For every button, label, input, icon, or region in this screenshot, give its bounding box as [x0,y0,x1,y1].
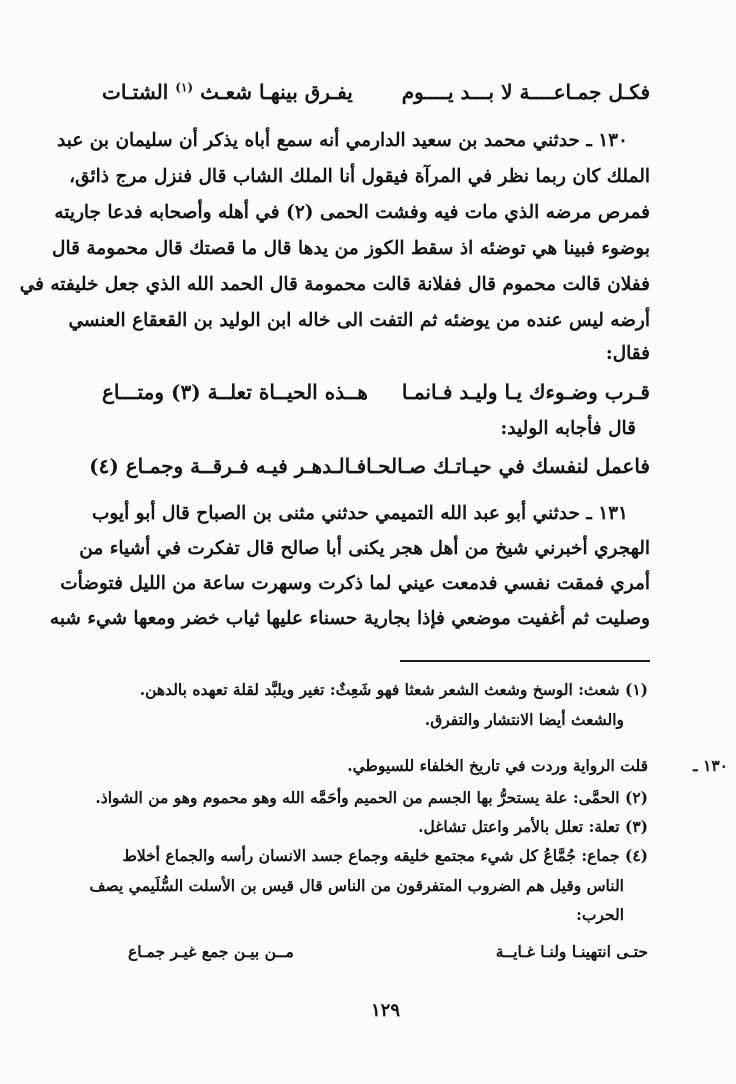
para130-line-7: فقال: [605,343,650,364]
footnote-verse [128,942,648,961]
footnote-verse-right: حتـى انتهينـا ولنـا غـايــة [495,942,648,961]
para130-line-6: أرضه ليس عنده من يوضئه ثم التفت الى خاله ابن الوليد بن القعقاع العنسي [68,310,650,331]
para131-line-4: وصليت ثم أغفيت موضعي فإذا بجارية حسناء عليها ثياب خضر ومعها شيء شبه [49,608,650,629]
top-verse [102,80,650,104]
note-130-label: ١٣٠ ـ [693,756,728,775]
verse2-right: قـرب وضـوءك يـا وليـد فـانمـا [401,380,650,404]
para130-line-2: الملك كان ربما نظر في المرآة فيقول أنا الملك الشاب قال فنزل مرج ذائق، [69,166,650,187]
verse3-left: فـالـدهـر فيـه فـرقــة وجمـاع (٤) [89,454,367,478]
para131-line-3: أمري فمقت نفسي فدمعت عيني لما ذكرت وسهرت ساعة من الليل فتوضأت [60,573,650,594]
footnote-4-line-3: الحرب: [576,905,624,924]
note-130-text: قلت الرواية وردت في تاريخ الخلفاء للسيوطي. [347,756,648,775]
verse2-left: هــذه الحيــاة تعلــة (٣) ومتـــاع [102,380,368,404]
para130-line-3: فمرص مرضه الذي مات فيه وفشت الحمى (٢) في أهله وأصحابه فدعا جاريته [54,202,650,223]
footnote-1-line-1: (١) شعث: الوسخ وشعث الشعر شعثا فهو شَعِثٌ: تغير ويلبَّد لقلة تعهده بالدهن. [139,680,648,699]
top-verse-left [102,80,353,104]
footnote-mark-1: (١) [175,80,194,95]
footnote-1-line-2: والشعث أيضا الانتشار والتفرق. [424,710,624,729]
para131-line-1: ١٣١ ـ حدثني أبو عبد الله التميمي حدثني مثنى بن الصباح قال أبو أيوب [91,503,628,524]
footnote-2: (٢) الحمَّى: علة يستحرُّ بها الجسم من الحميم وأحَمَّه الله وهو محموم وهو من الشواذ. [95,788,648,807]
reply-intro: قال فأجابه الوليد: [500,418,636,439]
top-verse-left-text: يفـرق بينهـا شعـث [200,80,353,104]
footnote-verse-left: مــن بيـن جمع غيـر جمـاع [128,942,294,961]
para131-line-2: الهجري أخبرني شيخ من أهل هجر يكنى أبا صالح قال تفكرت في أشياء من [79,538,650,559]
footnote-separator [400,660,650,662]
para130-line-1: ١٣٠ ـ حدثني محمد بن سعيد الدارمي أنه سمع أباه يذكر أن سليمان بن عبد [57,130,628,151]
para130-line-4: بوضوء فبينا هي توضئه اذ سقط الكوز من يدها قال ما قصتك قال محمومة قال [52,238,650,259]
para130-line-5: ففلان قالت محموم قال ففلانة قالت محمومة قال الحمد الله الذي جعل خليفته في [19,274,650,295]
verse-walid-reply [89,454,650,478]
top-verse-right: فكـل جمـاعــــة لا بـــد يــــوم [401,80,650,104]
footnote-4-line-2: الناس وقيل هم الضروب المتفرقون من الناس قال قيس بن الأسلت السُّلَيمي يصف [89,876,624,895]
footnote-4-line-1: (٤) جماع: جُمَّاعُ كل شيء مجتمع خليقه وجماع جسد الانسان رأسه والجماع أخلاط [122,846,648,865]
verse3-right: فاعمل لنفسك في حيـاتـك صـالحـا [366,454,650,478]
verse-walid-request [102,380,650,404]
top-verse-left-end: الشتـات [102,80,169,104]
footnote-3: (٣) تعلة: تعلل بالأمر واعتل تشاغل. [418,817,648,836]
page-number: ١٢٩ [370,1000,400,1021]
